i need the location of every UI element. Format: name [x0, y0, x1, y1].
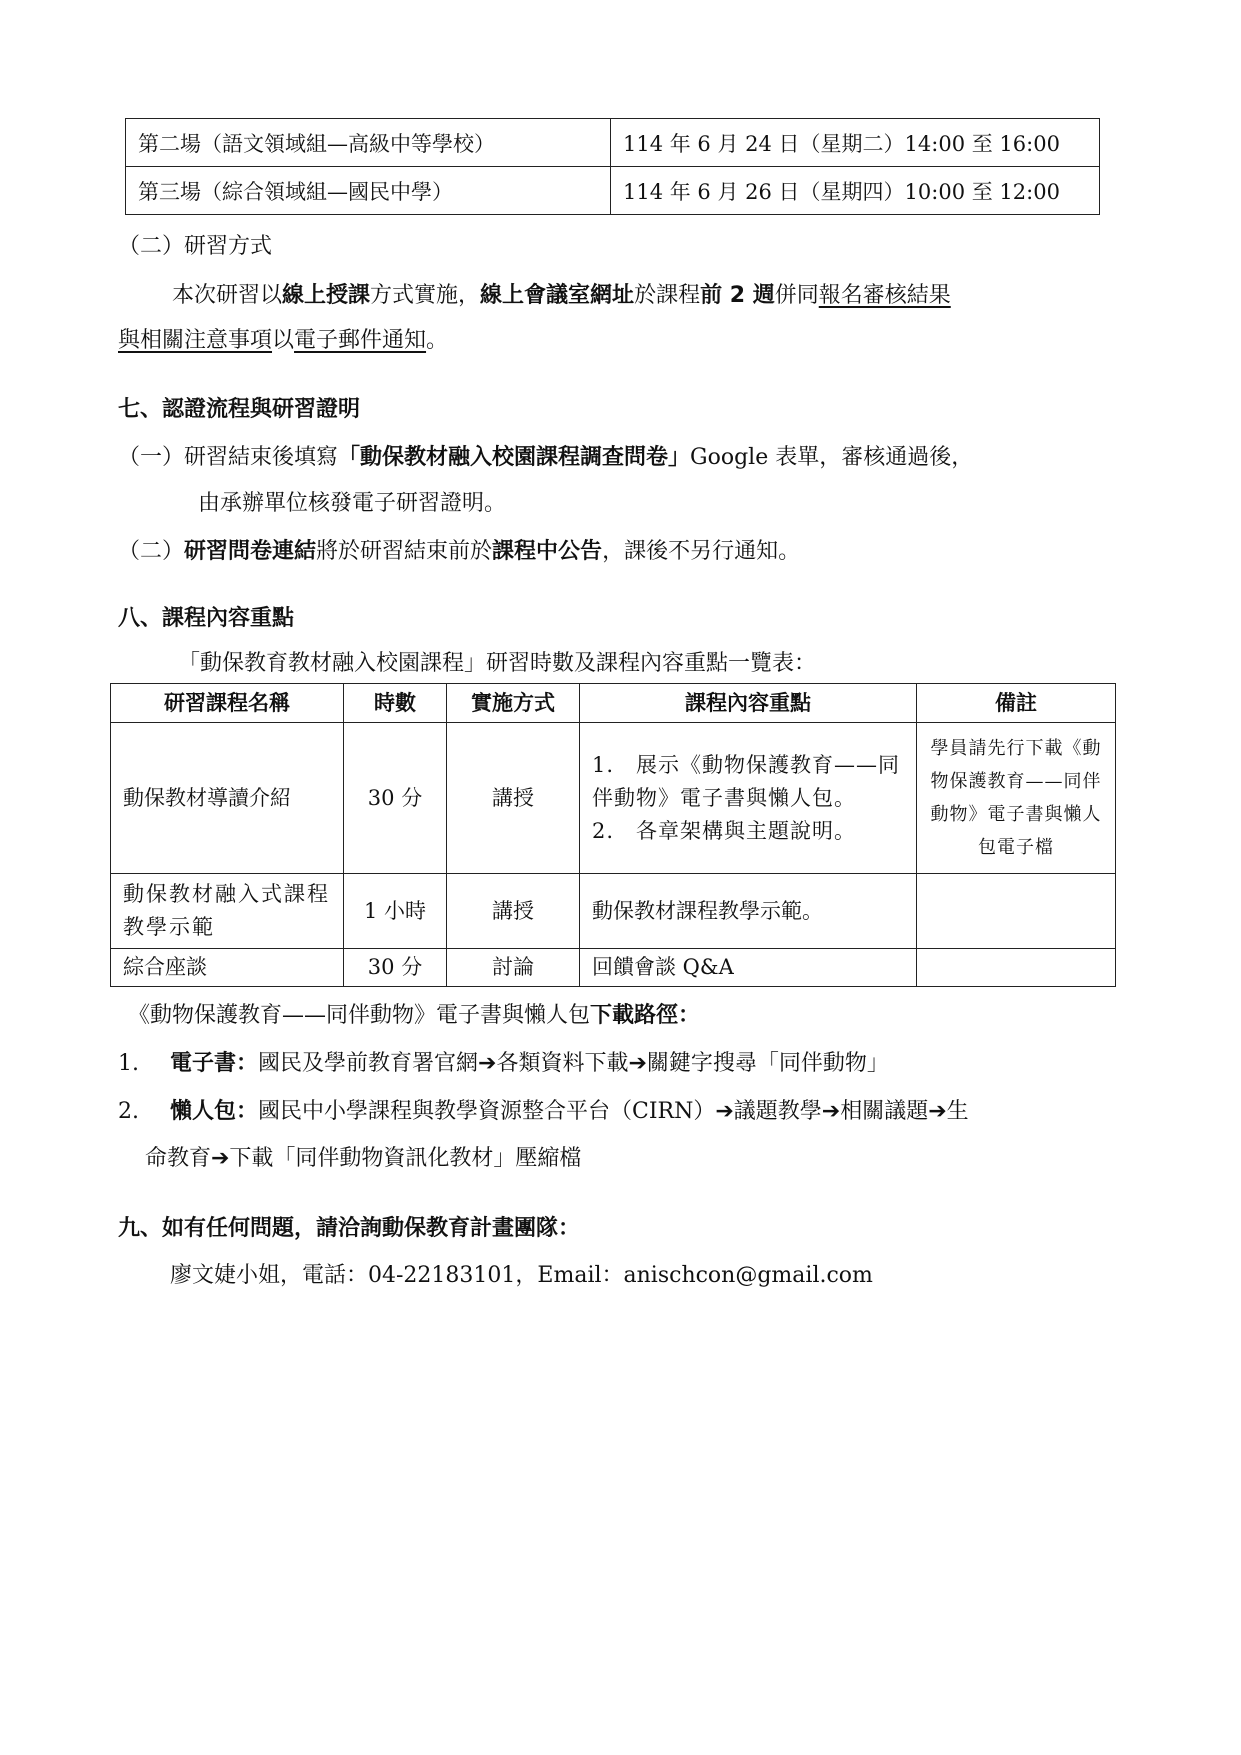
section7-item1-cont: 由承辦單位核發電子研習證明。 — [198, 491, 507, 516]
text: 國民中小學課程與教學資源整合平台（CIRN）➔議題教學➔相關議題➔生 — [258, 1099, 969, 1124]
bold-text: 懶人包： — [170, 1099, 259, 1124]
method-paragraph-line2 — [118, 326, 448, 356]
header-cell: 備註 — [917, 684, 1116, 723]
table-row — [111, 949, 1116, 987]
bold-text: 下載路徑： — [590, 1003, 701, 1028]
header-cell: 研習課程名稱 — [111, 684, 344, 723]
header-cell: 時數 — [344, 684, 447, 723]
section7-item2 — [118, 537, 800, 567]
hours-cell: 1 小時 — [344, 874, 447, 949]
table-row — [111, 874, 1116, 949]
mode-cell: 講授 — [447, 874, 580, 949]
section9-heading: 九、如有任何問題，請洽詢動保教育計畫團隊： — [118, 1216, 581, 1241]
bold-text: 課程中公告 — [492, 539, 603, 564]
bold-text: 線上會議室網址 — [480, 283, 635, 308]
download-path-title — [128, 1001, 700, 1031]
text: 本次研習以 — [172, 283, 283, 308]
bold-text: 研習問卷連結 — [184, 539, 317, 564]
text: 將於研習結束前於 — [316, 539, 493, 564]
method-paragraph-line1 — [172, 281, 951, 311]
download-item-infographic — [118, 1097, 969, 1127]
session-cell: 第二場（語文領域組—高級中等學校） — [126, 119, 611, 167]
text: （二） — [118, 539, 185, 564]
bold-text: 線上授課 — [282, 283, 371, 308]
section7-heading: 七、認證流程與研習證明 — [118, 397, 361, 422]
table-row — [126, 167, 1100, 215]
header-cell: 實施方式 — [447, 684, 580, 723]
section7-item1 — [118, 443, 973, 473]
content-cell: 回饋會談 Q&A — [580, 949, 917, 987]
text: ，課後不另行通知。 — [602, 539, 801, 564]
hours-cell: 30 分 — [344, 949, 447, 987]
time-cell: 114 年 6 月 24 日（星期二）14:00 至 16:00 — [611, 119, 1100, 167]
list-number: 1. — [118, 1051, 139, 1076]
underlined-text: 與相關注意事項 — [118, 328, 273, 353]
text: （一）研習結束後填寫 — [118, 445, 339, 470]
method-heading: （二）研習方式 — [118, 234, 273, 259]
underlined-text: 電子郵件通知 — [294, 328, 427, 353]
section8-heading: 八、課程內容重點 — [118, 606, 295, 631]
text: Google 表單，審核通過後， — [690, 445, 974, 470]
course-name-cell: 動保教材融入式課程教學示範 — [111, 874, 344, 949]
schedule-table — [125, 118, 1100, 215]
text: 以 — [272, 328, 295, 353]
table-row — [126, 119, 1100, 167]
mode-cell: 討論 — [447, 949, 580, 987]
note-cell — [917, 874, 1116, 949]
download-item-ebook — [118, 1049, 889, 1079]
list-item: 1. 展示《動物保護教育——同伴動物》電子書與懶人包。 — [592, 752, 901, 810]
header-cell: 課程內容重點 — [580, 684, 917, 723]
list-item: 2. 各章架構與主題說明。 — [592, 818, 857, 843]
bold-text: 電子書： — [170, 1051, 259, 1076]
bold-text: 前 2 週 — [700, 283, 775, 308]
underlined-text: 報名審核結果 — [818, 283, 951, 308]
session-cell: 第三場（綜合領域組—國民中學） — [126, 167, 611, 215]
text: 併同 — [774, 283, 819, 308]
content-cell: 動保教材課程教學示範。 — [580, 874, 917, 949]
bold-text: 「動保教材融入校園課程調查問卷」 — [338, 445, 691, 470]
hours-cell: 30 分 — [344, 723, 447, 874]
mode-cell: 講授 — [447, 723, 580, 874]
table-header-row — [111, 684, 1116, 723]
note-cell — [917, 949, 1116, 987]
content-cell — [580, 723, 917, 874]
text: 國民及學前教育署官網➔各類資料下載➔關鍵字搜尋「同伴動物」 — [258, 1051, 889, 1076]
table-caption: 「動保教育教材融入校園課程」研習時數及課程內容重點一覽表： — [178, 651, 817, 676]
table-row — [111, 723, 1116, 874]
note-cell: 學員請先行下載《動物保護教育——同伴動物》電子書與懶人包電子檔 — [917, 723, 1116, 874]
time-cell: 114 年 6 月 26 日（星期四）10:00 至 12:00 — [611, 167, 1100, 215]
text: 方式實施， — [370, 283, 481, 308]
course-table — [110, 683, 1116, 987]
list-number: 2. — [118, 1099, 139, 1124]
text: 。 — [426, 328, 449, 353]
contact-info: 廖文婕小姐，電話：04-22183101，Email：anischcon@gmail.com — [170, 1263, 873, 1288]
download-item-infographic-cont: 命教育➔下載「同伴動物資訊化教材」壓縮檔 — [145, 1146, 582, 1171]
text: 於課程 — [634, 283, 701, 308]
text: 《動物保護教育——同伴動物》電子書與懶人包 — [128, 1003, 591, 1028]
course-name-cell: 動保教材導讀介紹 — [111, 723, 344, 874]
course-name-cell: 綜合座談 — [111, 949, 344, 987]
